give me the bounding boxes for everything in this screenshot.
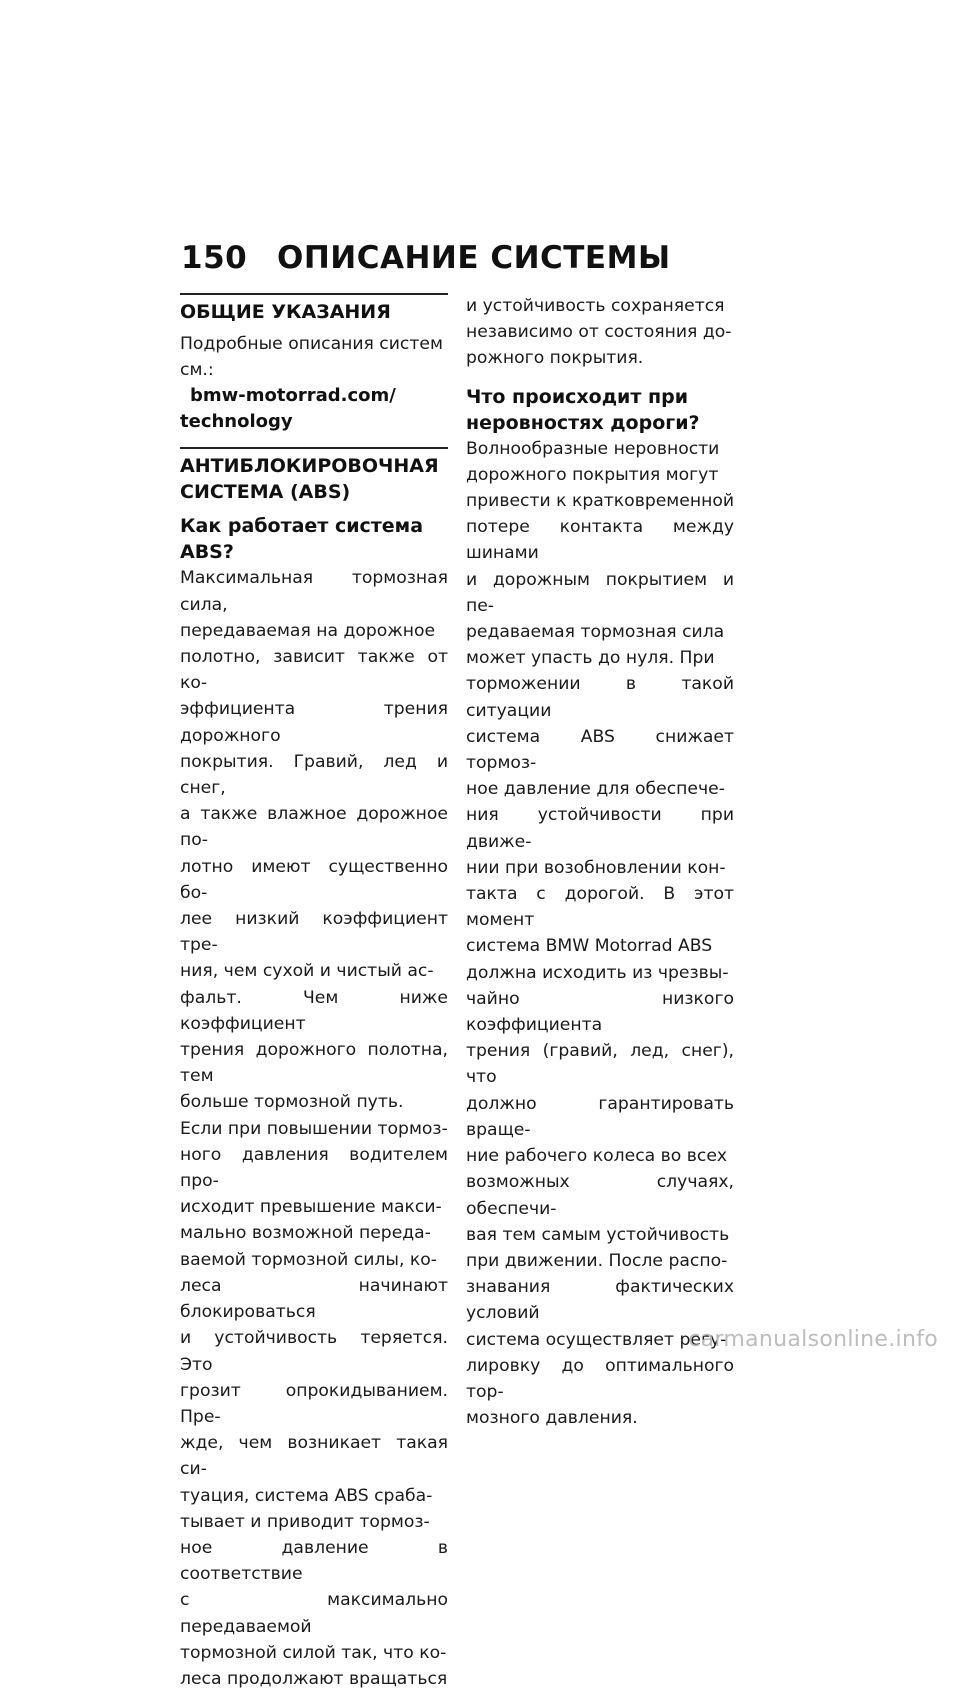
text-line: передаваемая на дорожное	[180, 620, 436, 641]
text-line: ния, чем сухой и чистый ас-	[180, 961, 434, 982]
section-title-abs	[180, 453, 448, 505]
paragraph-abs-1	[180, 565, 448, 1115]
text-line: такта с дорогой. В этот момент	[466, 884, 734, 931]
text-line: ваемой тормозной силы, ко-	[180, 1249, 437, 1270]
text-line: знавания фактических условий	[466, 1277, 734, 1324]
section-title-line: АНТИБЛОКИРОВОЧНАЯ	[180, 455, 439, 478]
section-title-general: ОБЩИЕ УКАЗАНИЯ	[180, 301, 391, 323]
text-line: туация, система ABS сраба-	[180, 1485, 433, 1506]
text-line: исходит превышение макси-	[180, 1197, 442, 1218]
text-line: ное давление в соответствие	[180, 1537, 448, 1585]
subtitle-line: неровностях дороги?	[466, 411, 700, 434]
section-rule	[180, 293, 448, 295]
text-line: тывает и приводит тормоз-	[180, 1511, 430, 1532]
text-line: ние рабочего колеса во всех	[466, 1146, 728, 1167]
subtitle-road-unevenness	[466, 384, 734, 436]
text-line: независимо от состояния до-	[466, 322, 732, 343]
page-number: 150	[181, 240, 248, 276]
text-line: полотно, зависит также от ко-	[180, 647, 448, 694]
left-column	[180, 293, 448, 1692]
link-line[interactable]: technology	[180, 411, 293, 433]
text-line: редаваемая тормозная сила	[466, 622, 725, 643]
text-line: покрытия. Гравий, лед и снег,	[180, 751, 448, 799]
paragraph-abs-2	[180, 1116, 448, 1692]
subtitle-line: Что происходит при	[466, 385, 689, 408]
text-line: должно гарантировать враще-	[466, 1093, 734, 1140]
text-line: трения дорожного полотна, тем	[180, 1040, 448, 1087]
text-line: мозного давления.	[466, 1408, 638, 1429]
text-line: Если при повышении тормоз-	[180, 1118, 448, 1139]
text-line: и устойчивость сохраняется	[466, 296, 725, 316]
link-line[interactable]: bmw-motorrad.com/	[190, 385, 396, 407]
text-line: эффициента трения дорожного	[180, 699, 448, 746]
chapter-title: ОПИСАНИЕ СИСТЕМЫ	[277, 240, 671, 276]
text-line: чайно низкого коэффициента	[466, 988, 734, 1036]
text-line: привести к кратковременной	[466, 491, 735, 512]
section-title-line: СИСТЕМА (ABS)	[180, 481, 351, 504]
paragraph-continuation	[466, 293, 734, 372]
text-line: при движении. После распо-	[466, 1250, 728, 1271]
text-line: дорожного покрытия могут	[466, 464, 719, 485]
text-line: мально возможной переда-	[180, 1223, 431, 1244]
page-header	[181, 238, 671, 278]
text-line: возможных случаях, обеспечи-	[466, 1172, 734, 1219]
intro-line: см.:	[180, 360, 214, 381]
text-line: а также влажное дорожное по-	[180, 804, 448, 851]
text-line: ния устойчивости при движе-	[466, 805, 734, 852]
text-line: лее низкий коэффициент тре-	[180, 909, 448, 956]
text-line: лотно имеют существенно бо-	[180, 856, 448, 903]
text-line: и дорожным покрытием и пе-	[466, 569, 734, 616]
link-text[interactable]	[180, 383, 448, 435]
text-line: и устойчивость теряется. Это	[180, 1328, 448, 1375]
text-line: ное давление для обеспече-	[466, 779, 725, 800]
text-line: потере контакта между шинами	[466, 517, 734, 564]
text-line: Волнообразные неровности	[466, 438, 720, 459]
text-line: может упасть до нуля. При	[466, 648, 715, 669]
paragraph-road-unevenness	[466, 436, 734, 1432]
intro-line: Подробные описания систем	[180, 334, 443, 354]
text-line: грозит опрокидыванием. Пре-	[180, 1380, 448, 1427]
watermark: carmanualsonline.info	[688, 1327, 938, 1352]
text-line: фальт. Чем ниже коэффициент	[180, 987, 448, 1034]
text-line: тормозной силой так, что ко-	[180, 1642, 447, 1663]
text-line: должна исходить из чрезвы-	[466, 962, 729, 983]
text-line: трения (гравий, лед, снег), что	[466, 1041, 734, 1088]
text-line: с максимально передаваемой	[180, 1590, 448, 1637]
text-line: ного давления водителем про-	[180, 1144, 448, 1192]
text-line: система BMW Motorrad ABS	[466, 936, 713, 957]
text-line: Максимальная тормозная сила,	[180, 568, 448, 615]
right-column	[466, 293, 734, 1431]
text-line: нии при возобновлении кон-	[466, 857, 726, 878]
text-line: рожного покрытия.	[466, 348, 644, 369]
text-line: жде, чем возникает такая си-	[180, 1433, 448, 1480]
text-line: больше тормозной путь.	[180, 1092, 404, 1113]
text-line: система осуществляет регу-	[466, 1329, 727, 1350]
text-line: система ABS снижает тормоз-	[466, 726, 734, 774]
text-line: лировку до оптимального тор-	[466, 1355, 734, 1402]
text-line: вая тем самым устойчивость	[466, 1224, 730, 1245]
text-line: леса начинают блокироваться	[180, 1275, 448, 1323]
subtitle-how-abs-works: Как работает система ABS?	[180, 515, 424, 564]
section-rule	[180, 447, 448, 449]
text-line: торможении в такой ситуации	[466, 674, 734, 721]
text-line: леса продолжают вращаться	[180, 1668, 448, 1689]
